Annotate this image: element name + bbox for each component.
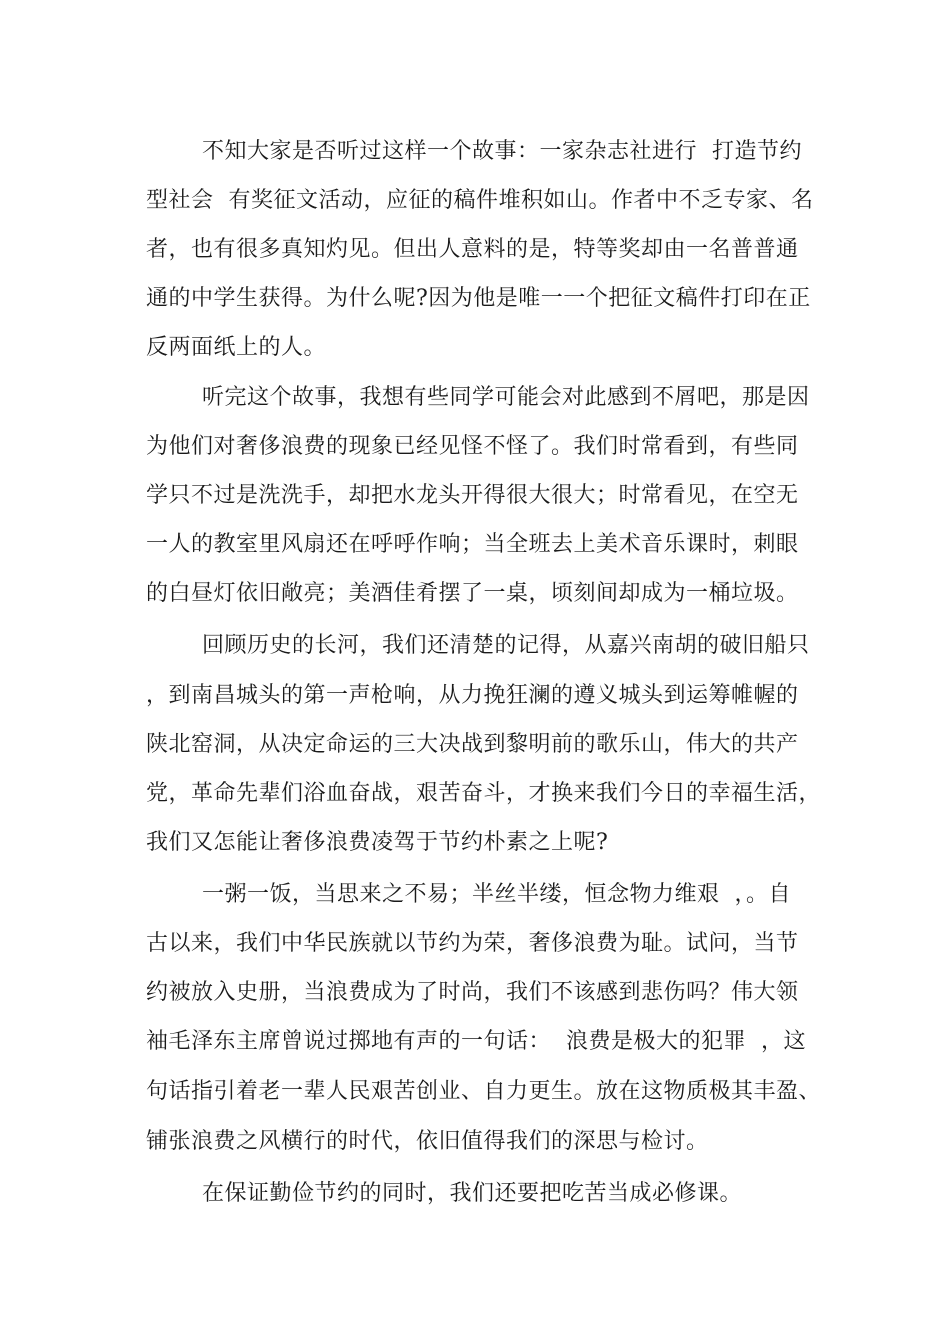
paragraph-2-line-4: 一人的教室里风扇还在呼呼作响；当全班去上美术音乐课时，刺眼 — [146, 532, 799, 557]
paragraph-1-line-2: 型社会 有奖征文活动，应征的稿件堆积如山。作者中不乏专家、名 — [146, 188, 814, 213]
paragraph-4-line-4: 袖毛泽东主席曾说过掷地有声的一句话： 浪费是极大的犯罪 ，这 — [146, 1029, 806, 1054]
paragraph-3-line-1: 回顾历史的长河，我们还清楚的记得，从嘉兴南胡的破旧船只 — [202, 633, 810, 658]
paragraph-2-line-3: 学只不过是洗洗手，却把水龙头开得很大很大；时常看见，在空无 — [146, 483, 799, 508]
paragraph-2-line-1: 听完这个故事，我想有些同学可能会对此感到不屑吧，那是因 — [202, 385, 810, 410]
paragraph-4-line-5: 句话指引着老一辈人民艰苦创业、自力更生。放在这物质极其丰盈、 — [146, 1079, 822, 1104]
paragraph-4-line-3: 约被放入史册，当浪费成为了时尚，我们不该感到悲伤吗？伟大领 — [146, 980, 799, 1005]
paragraph-4-line-2: 古以来，我们中华民族就以节约为荣，奢侈浪费为耻。试问，当节 — [146, 931, 799, 956]
paragraph-1-line-5: 反两面纸上的人。 — [146, 335, 327, 360]
paragraph-2-line-2: 为他们对奢侈浪费的现象已经见怪不怪了。我们时常看到，有些同 — [146, 434, 799, 459]
paragraph-1-line-1: 不知大家是否听过这样一个故事：一家杂志社进行 打造节约 — [202, 139, 802, 164]
paragraph-2-line-5: 的白昼灯依旧敞亮；美酒佳肴摆了一桌，顷刻间却成为一桶垃圾。 — [146, 581, 799, 606]
paragraph-3-line-2: ，到南昌城头的第一声枪响，从力挽狂澜的遵义城头到运筹帷幄的 — [146, 683, 799, 708]
paragraph-1-line-3: 者，也有很多真知灼见。但出人意料的是，特等奖却由一名普普通 — [146, 237, 799, 262]
paragraph-4-line-6: 铺张浪费之风横行的时代，依旧值得我们的深思与检讨。 — [146, 1129, 709, 1154]
paragraph-5-line-1: 在保证勤俭节约的同时，我们还要把吃苦当成必修课。 — [202, 1181, 743, 1206]
paragraph-1-line-4: 通的中学生获得。为什么呢?因为他是唯一一个把征文稿件打印在正 — [146, 286, 811, 311]
paragraph-3-line-4: 党，革命先辈们浴血奋战，艰苦奋斗，才换来我们今日的幸福生活， — [146, 781, 822, 806]
paragraph-3-line-3: 陕北窑洞，从决定命运的三大决战到黎明前的歌乐山，伟大的共产 — [146, 732, 799, 757]
paragraph-4-line-1: 一粥一饭，当思来之不易；半丝半缕，恒念物力维艰 ，。自 — [202, 882, 791, 907]
paragraph-3-line-5: 我们又怎能让奢侈浪费凌驾于节约朴素之上呢? — [146, 830, 609, 855]
